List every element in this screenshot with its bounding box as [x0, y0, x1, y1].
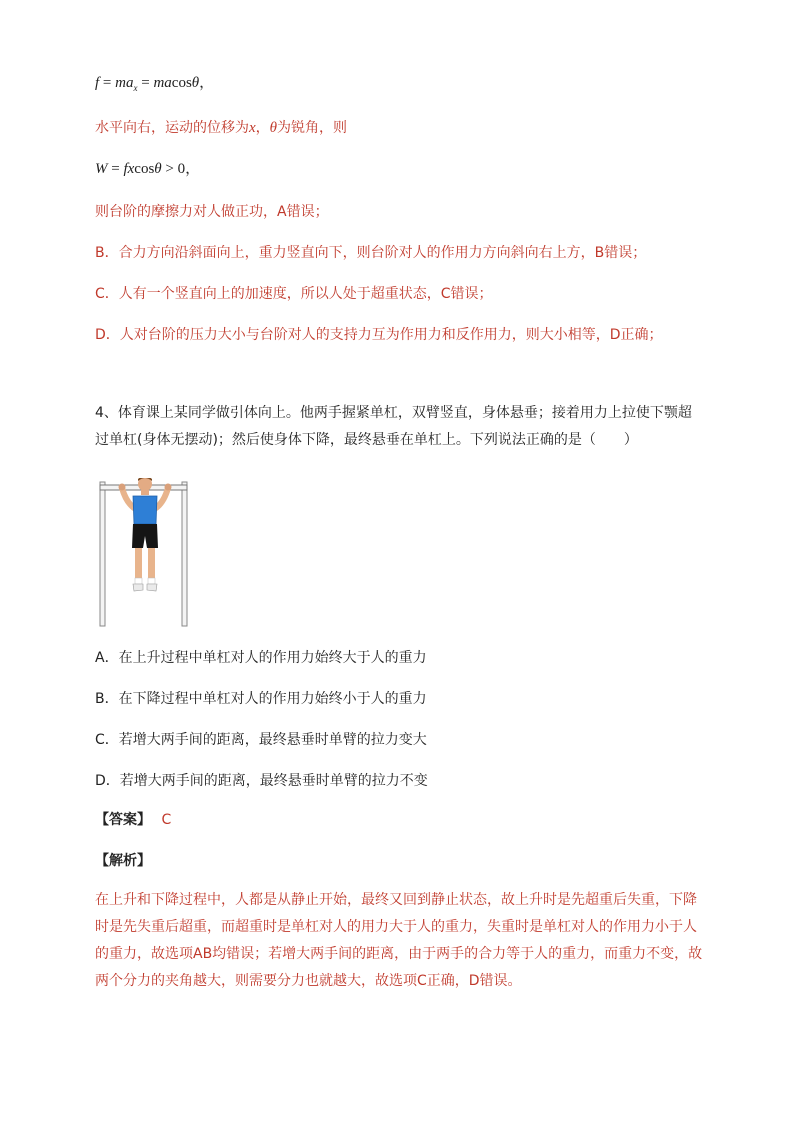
left-shoe: [133, 584, 143, 591]
conclusion-a: 则台阶的摩擦力对人做正功，A错误；: [95, 204, 329, 220]
shorts: [132, 524, 158, 548]
answer-value: C: [161, 812, 172, 828]
right-arm: [156, 488, 168, 508]
left-post: [100, 482, 105, 626]
equation-work: W = fxcosθ > 0，: [95, 161, 201, 177]
option-d: D．若增大两手间的距离，最终悬垂时单臂的拉力不变: [95, 773, 428, 789]
solution-c: C．人有一个竖直向上的加速度，所以人处于超重状态，C错误；: [95, 286, 493, 302]
right-post: [182, 482, 187, 626]
option-b: B．在下降过程中单杠对人的作用力始终小于人的重力: [95, 691, 427, 707]
pull-up-illustration: [96, 478, 191, 628]
left-hand: [119, 484, 126, 491]
analysis-text: 在上升和下降过程中，人都是从静止开始，最终又回到静止状态，故上升时是先超重后失重，下降时是先失重后超重，而超重时是单杠对人的用力大于人的重力，失重时是单杠对人的作用力小于人的重力，故选项AB均错误；若增大两手间的距离，由于两手的合力等于人的重力，而重力不变，故两个分力的夹角越大，则需要分力也就越大，故选项C正确，D错误。: [95, 892, 703, 989]
option-a: A．在上升过程中单杠对人的作用力始终大于人的重力: [95, 650, 427, 666]
solution-b: B．合力方向沿斜面向上，重力竖直向下，则台阶对人的作用力方向斜向右上方，B错误；: [95, 245, 647, 261]
direction-text: 水平向右，运动的位移为x，θ为锐角，则: [95, 120, 348, 136]
left-arm: [122, 488, 134, 508]
right-hand: [165, 484, 172, 491]
shirt: [133, 496, 157, 524]
equation-friction: $f = ma_x = macos\theta$，: [95, 75, 215, 93]
answer-label: 【答案】: [95, 812, 151, 828]
right-shoe: [147, 584, 157, 591]
solution-d: D．人对台阶的压力大小与台阶对人的支持力互为作用力和反作用力，则大小相等，D正确；: [95, 327, 663, 343]
right-leg: [148, 548, 155, 582]
left-leg: [135, 548, 142, 582]
analysis-label: 【解析】: [95, 853, 151, 869]
question-stem: 4、体育课上某同学做引体向上。他两手握紧单杠，双臂竖直，身体悬垂；接着用力上拉使下颚超过单杠(身体无摆动)；然后使身体下降，最终悬垂在单杠上。下列说法正确的是（ ）: [95, 405, 692, 448]
answer-line: [95, 810, 171, 830]
option-c: C．若增大两手间的距离，最终悬垂时单臂的拉力变大: [95, 732, 427, 748]
